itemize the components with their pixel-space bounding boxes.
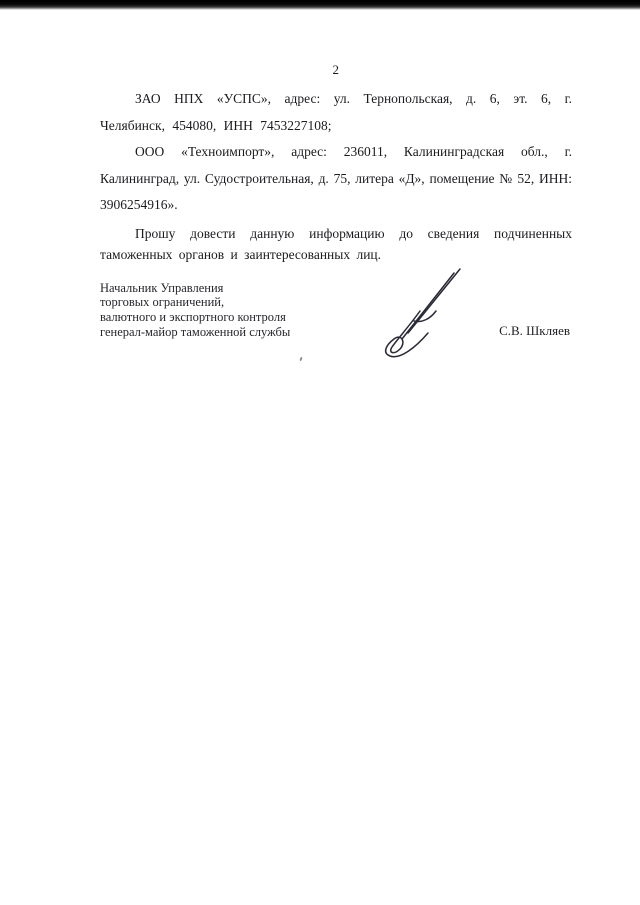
signer-name: С.В. Шкляев bbox=[499, 322, 570, 338]
signer-title-line-3: валютного и экспортного контроля bbox=[100, 310, 286, 325]
signer-title-line-4: генерал-майор таможенной службы bbox=[100, 324, 291, 339]
scan-artifact-dot bbox=[299, 356, 302, 360]
scan-edge-artifact bbox=[0, 0, 640, 10]
signer-title-line-1: Начальник Управления bbox=[100, 280, 224, 295]
signer-title bbox=[100, 281, 340, 340]
document-content bbox=[0, 86, 640, 391]
paragraph-address-zao: ЗАО НПХ «УСПС», адрес: ул. Тернопольская, д. 6, эт. 6, г. Челябинск, 454080, ИНН 7453227108; bbox=[100, 91, 572, 133]
paragraph-address-ooo: ООО «Техноимпорт», адрес: 236011, Калининградская обл., г. Калининград, ул. Судостроительная, д. 75, литера «Д», помещение № 52, ИНН: 3906254916». bbox=[100, 144, 572, 212]
signer-title-line-2: торговых ограничений, bbox=[100, 295, 225, 310]
paragraph-request: Прошу довести данную информацию до сведения подчиненных таможенных органов и заинтересованных лиц. bbox=[100, 225, 572, 262]
signature-block bbox=[100, 281, 572, 391]
page-number: 2 bbox=[332, 62, 340, 77]
signature-strokes bbox=[368, 263, 480, 361]
handwritten-signature bbox=[368, 263, 480, 361]
